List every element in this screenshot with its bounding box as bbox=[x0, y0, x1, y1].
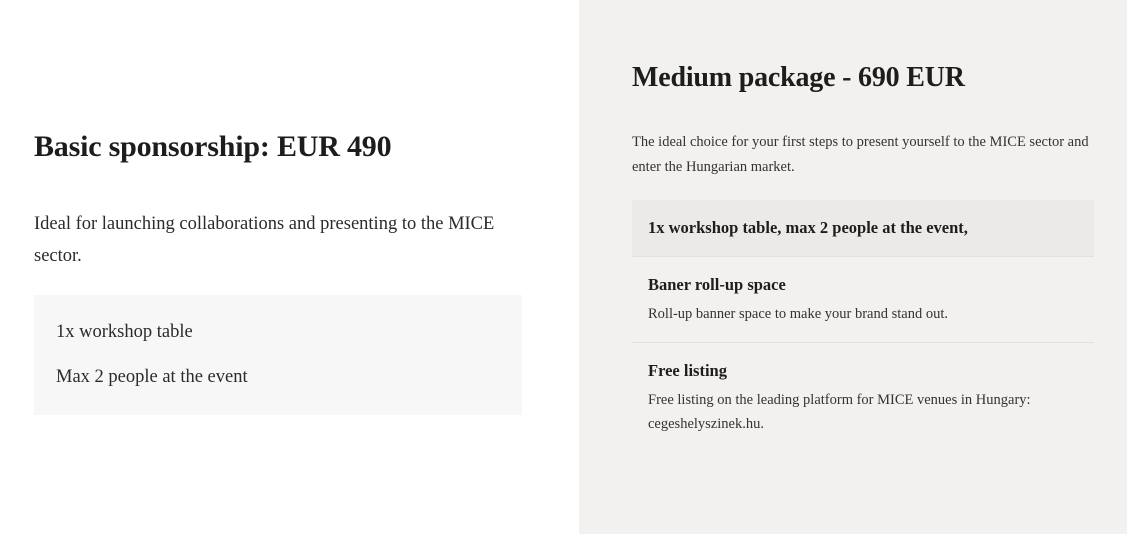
basic-package-title: Basic sponsorship: EUR 490 bbox=[34, 130, 392, 163]
list-item: 1x workshop table bbox=[56, 322, 193, 342]
feature-description: Roll-up banner space to make your brand stand out. bbox=[648, 306, 948, 322]
feature-title: Baner roll-up space bbox=[648, 275, 786, 294]
list-item: Max 2 people at the event bbox=[56, 367, 248, 387]
medium-package-description: The ideal choice for your first steps to present yourself to the MICE sector and enter the Hungarian market. bbox=[632, 134, 1089, 175]
medium-package-title: Medium package - 690 EUR bbox=[632, 62, 965, 93]
feature-title: 1x workshop table, max 2 people at the event, bbox=[648, 218, 968, 237]
feature-description: Free listing on the leading platform for MICE venues in Hungary: cegeshelyszinek.hu. bbox=[648, 392, 1031, 432]
basic-package-description: Ideal for launching collaborations and presenting to the MICE sector. bbox=[34, 214, 495, 266]
medium-package-panel bbox=[579, 0, 1127, 534]
feature-title: Free listing bbox=[648, 361, 727, 380]
list-item bbox=[632, 343, 1094, 452]
list-item bbox=[632, 200, 1094, 257]
list-item bbox=[632, 257, 1094, 343]
basic-package-feature-box bbox=[34, 295, 522, 415]
medium-package-feature-list bbox=[632, 200, 1094, 452]
